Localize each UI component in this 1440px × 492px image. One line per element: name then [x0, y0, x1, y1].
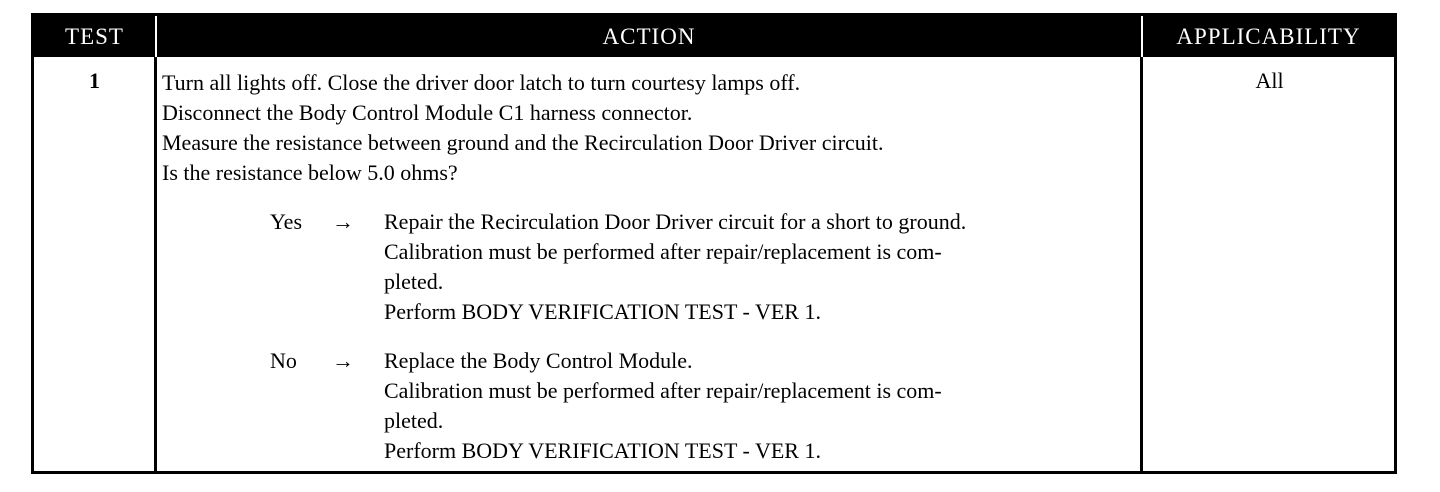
branch-yes-label: Yes [270, 209, 303, 234]
column-divider [1140, 57, 1143, 474]
branch-line: pleted. [384, 408, 444, 433]
right-arrow-icon: → [332, 348, 354, 373]
branch-no-text [384, 346, 1138, 466]
action-instructions [162, 68, 1138, 188]
branch-line: Replace the Body Control Module. [384, 348, 693, 373]
action-line: Turn all lights off. Close the driver door latch to turn courtesy lamps off. [162, 70, 801, 95]
action-line: Measure the resistance between ground and the Recirculation Door Driver circuit. [162, 130, 884, 155]
column-divider [154, 57, 157, 474]
right-arrow-icon: → [332, 209, 354, 234]
header-test: TEST [65, 24, 124, 49]
branch-line: pleted. [384, 269, 444, 294]
action-line: Is the resistance below 5.0 ohms? [162, 160, 458, 185]
branch-line: Calibration must be performed after repair/replacement is com- [384, 378, 942, 403]
branch-line: Calibration must be performed after repair/replacement is com- [384, 239, 942, 264]
diagnostic-test-table [31, 13, 1397, 474]
branch-line: Perform BODY VERIFICATION TEST - VER 1. [384, 299, 821, 324]
test-number: 1 [89, 68, 100, 93]
header-action: ACTION [602, 24, 696, 49]
branch-yes-text [384, 207, 1138, 327]
branch-line: Repair the Recirculation Door Driver circuit for a short to ground. [384, 209, 967, 234]
branch-no-label: No [270, 348, 297, 373]
header-applicability: APPLICABILITY [1176, 24, 1361, 49]
branch-line: Perform BODY VERIFICATION TEST - VER 1. [384, 438, 821, 463]
applicability-value: All [1255, 68, 1284, 93]
action-line: Disconnect the Body Control Module C1 harness connector. [162, 100, 693, 125]
table-header [34, 16, 1394, 57]
